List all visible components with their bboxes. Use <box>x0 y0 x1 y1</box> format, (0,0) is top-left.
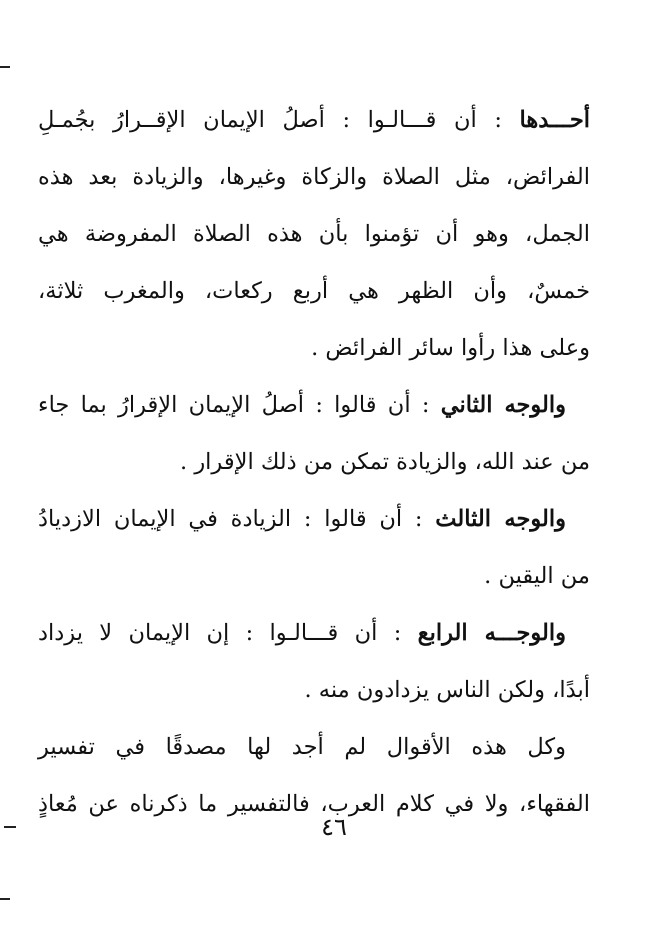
paragraph-2-heading: والوجه الثاني <box>440 392 567 418</box>
paragraph-1-line-3: الجمل، وهو أن تؤمنوا بأن هذه الصلاة المفروضة هي <box>38 221 590 247</box>
scan-edge-mark-top <box>0 66 10 68</box>
text-line <box>38 92 590 149</box>
paragraph-4-line-1: : أن قـــالـوا : إن الإيمان لا يزداد <box>38 620 402 646</box>
paragraph-4-line-2: أبدًا، ولكن الناس يزدادون منه . <box>304 677 590 703</box>
paragraph-1-line-2: الفرائض، مثل الصلاة والزكاة وغيرها، والزيادة بعد هذه <box>38 164 590 190</box>
page-number: ٤٦ <box>321 813 347 841</box>
text-line <box>38 605 590 662</box>
page-body <box>38 92 590 833</box>
paragraph-1-heading: أحـــدها <box>519 107 590 133</box>
paragraph-3-line-1: : أن قالوا : الزيادة في الإيمان الازديادُ <box>38 506 423 532</box>
paragraph-1-line-5: وعلى هذا رأوا سائر الفرائض . <box>311 335 590 361</box>
scan-edge-mark-lower <box>0 898 10 900</box>
paragraph-1-line-4: خمسٌ، وأن الظهر هي أربع ركعات، والمغرب ثلاثة، <box>38 278 590 304</box>
text-line <box>38 377 590 434</box>
paragraph-2-line-2: من عند الله، والزيادة تمكن من ذلك الإقرار . <box>180 449 590 475</box>
text-line <box>38 491 590 548</box>
paragraph-3-line-2: من اليقين . <box>484 563 590 589</box>
paragraph-2-line-1: : أن قالوا : أصلُ الإيمان الإقرارُ بما جاء <box>38 392 430 418</box>
paragraph-5-line-2: الفقهاء، ولا في كلام العرب، فالتفسير ما ذكرناه عن مُعاذٍ <box>38 791 590 817</box>
paragraph-4-heading: والوجـــه الرابع <box>417 620 567 646</box>
paragraph-1-line-1: : أن قـــالـوا : أصلُ الإيمان الإقــرارُ بجُمـلِ <box>38 107 502 133</box>
paragraph-3-heading: والوجه الثالث <box>435 506 567 532</box>
paragraph-5-line-1: وكل هذه الأقوال لم أجد لها مصدقًا في تفسير <box>38 734 566 760</box>
